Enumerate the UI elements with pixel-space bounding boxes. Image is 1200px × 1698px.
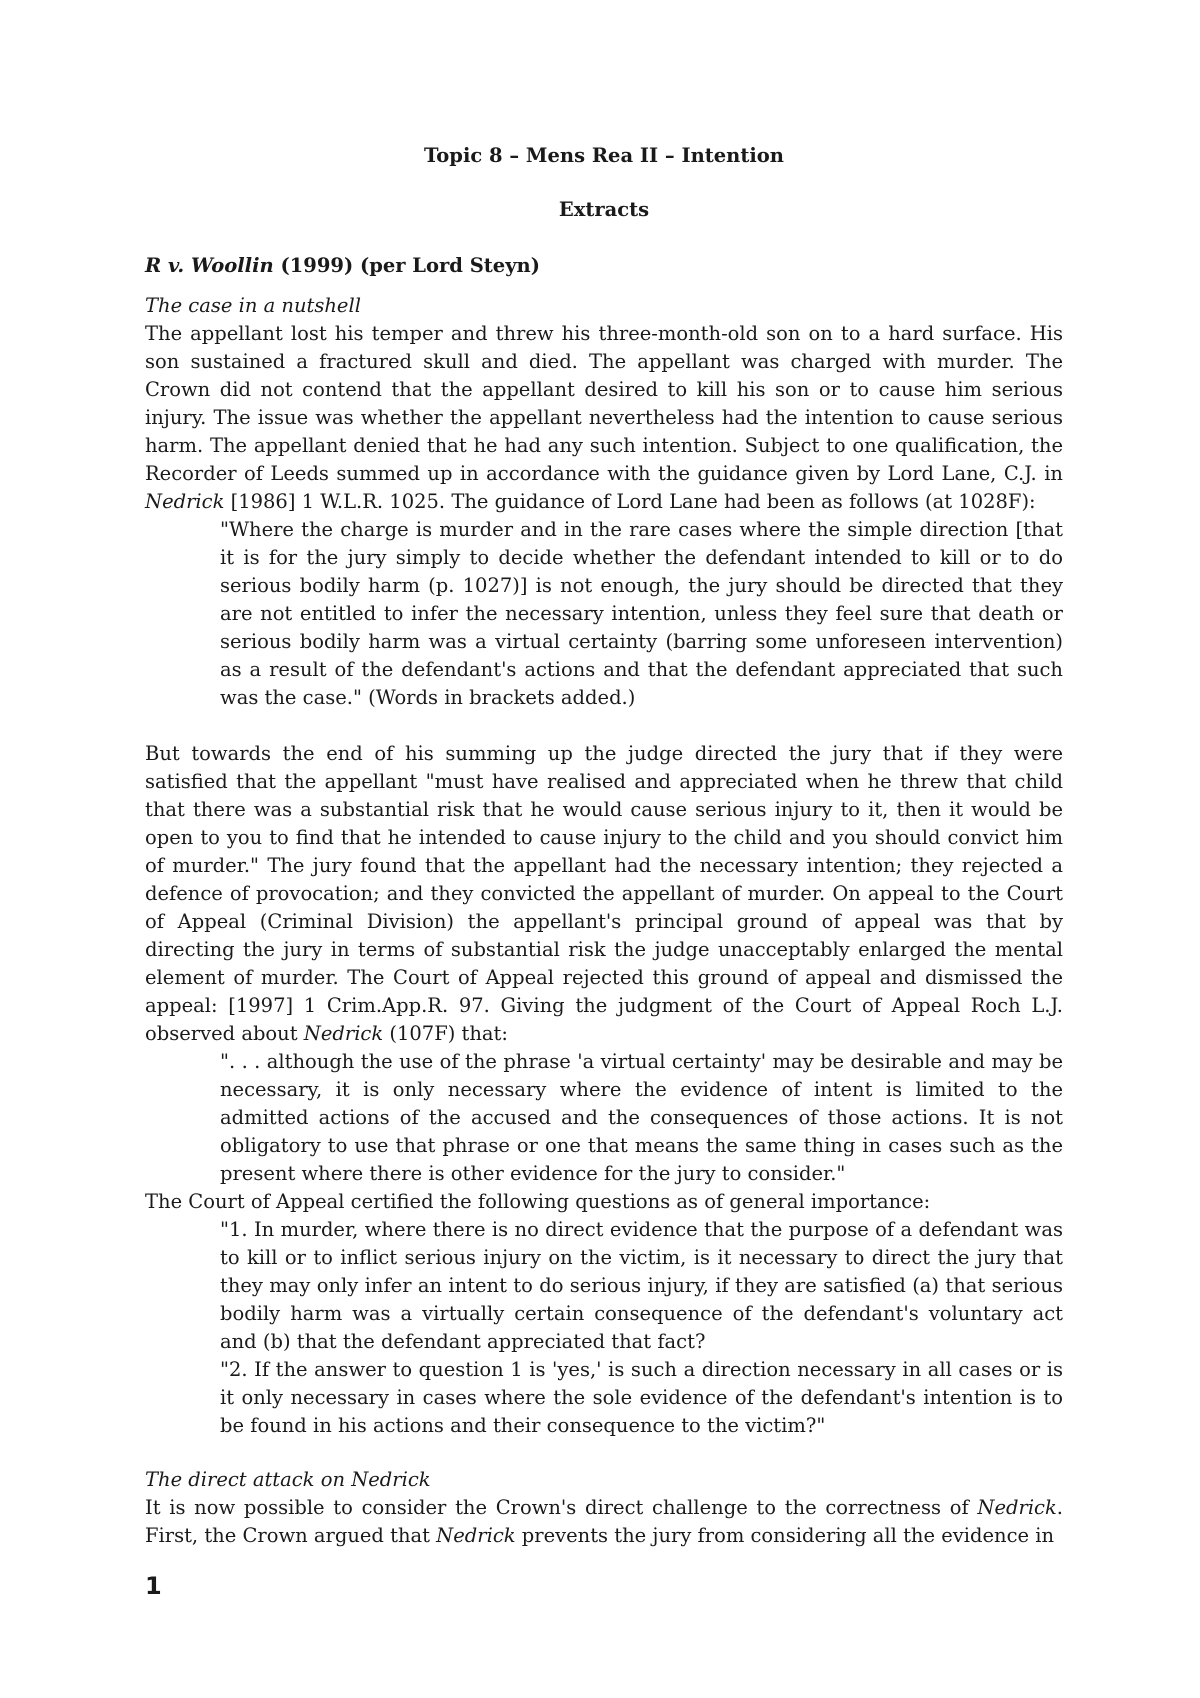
section-heading-nutshell: The case in a nutshell (145, 294, 361, 317)
paragraph-certified-questions: The Court of Appeal certified the following questions as of general importance: (145, 1190, 931, 1213)
paragraph-text: But towards the end of his summing up the judge directed the jury that if they were satisfied that the appellant "must have realised and appreciated when he threw that child that there was a substantial risk that he would cause serious injury to it, then it would be open to you to find that he intended to cause injury to the child and you should convict him of murder." The jury found that the appellant had the necessary intention; they rejected a defence of provocation; and they convicted the appellant of murder. On appeal to the Court of Appeal (Criminal Division) the appellant's principal ground of appeal was that by directing the jury in terms of substantial risk the judge unacceptably enlarged the mental element of murder. The Court of Appeal rejected this ground of appeal and dismissed the appeal: [1997] 1 Crim.App.R. 97. Giving the judgment of the Court of Appeal Roch L.J. observed about (145, 742, 1063, 1045)
paragraph-direct-attack (145, 1494, 1063, 1550)
paragraph-text: (107F) that: (383, 1022, 508, 1045)
case-name: R v. Woollin (145, 254, 274, 277)
document-page (145, 142, 1063, 1550)
case-reference: Nedrick (145, 490, 225, 513)
case-heading (145, 252, 1063, 280)
case-citation: (1999) (per Lord Steyn) (273, 254, 540, 277)
spacer (145, 1440, 1063, 1454)
case-reference: Nedrick (436, 1524, 516, 1547)
paragraph-text: . First, the Crown argued that (145, 1496, 1063, 1547)
page-number: 1 (145, 1572, 162, 1600)
paragraph-text: prevents the jury from considering all the evidence in (515, 1524, 1055, 1547)
case-reference: Nedrick (303, 1022, 384, 1045)
block-quote-question-1: "1. In murder, where there is no direct evidence that the purpose of a defendant was to kill or to inflict serious injury on the victim, is it necessary to direct the jury that they may only infer an intent to do serious injury, if they are satisfied (a) that serious bodily harm was a virtually certain consequence of the defendant's voluntary act and (b) that the defendant appreciated that fact? (220, 1218, 1063, 1353)
paragraph-text: The appellant lost his temper and threw his three-month-old son on to a hard surface. His son sustained a fractured skull and died. The appellant was charged with murder. The Crown did not contend that the appellant desired to kill his son or to cause him serious injury. The issue was whether the appellant nevertheless had the intention to cause serious harm. The appellant denied that he had any such intention. Subject to one qualification, the Recorder of Leeds summed up in accordance with the guidance given by Lord Lane, C.J. in (145, 322, 1063, 485)
block-quote-question-2: "2. If the answer to question 1 is 'yes,' is such a direction necessary in all cases or is it only necessary in cases where the sole evidence of the defendant's intention is to be found in his actions and their consequence to the victim?" (220, 1358, 1063, 1437)
spacer (145, 712, 1063, 740)
paragraph-text: [1986] 1 W.L.R. 1025. The guidance of Lord Lane had been as follows (at 1028F): (224, 490, 1036, 513)
document-title: Topic 8 – Mens Rea II – Intention (424, 144, 784, 167)
section-heading-direct-attack: The direct attack on Nedrick (145, 1468, 431, 1491)
block-quote-roch: ". . . although the use of the phrase 'a virtual certainty' may be desirable and may be necessary, it is only necessary where the evidence of intent is limited to the admitted actions of the accused and the consequences of those actions. It is not obligatory to use that phrase or one that means the same thing in cases such as the present where there is other evidence for the jury to consider." (220, 1050, 1063, 1185)
document-subtitle: Extracts (558, 198, 650, 221)
paragraph-facts (145, 320, 1063, 516)
case-reference: Nedrick (977, 1496, 1057, 1519)
block-quote-lord-lane: "Where the charge is murder and in the rare cases where the simple direction [that it is for the jury simply to decide whether the defendant intended to kill or to do serious bodily harm (p. 1027)] is not enough, the jury should be directed that they are not entitled to infer the necessary intention, unless they feel sure that death or serious bodily harm was a virtual certainty (barring some unforeseen intervention) as a result of the defendant's actions and that the defendant appreciated that such was the case." (Words in brackets added.) (220, 518, 1063, 709)
paragraph-text: It is now possible to consider the Crown's direct challenge to the correctness of (145, 1496, 978, 1519)
paragraph-summing-up (145, 740, 1063, 1048)
